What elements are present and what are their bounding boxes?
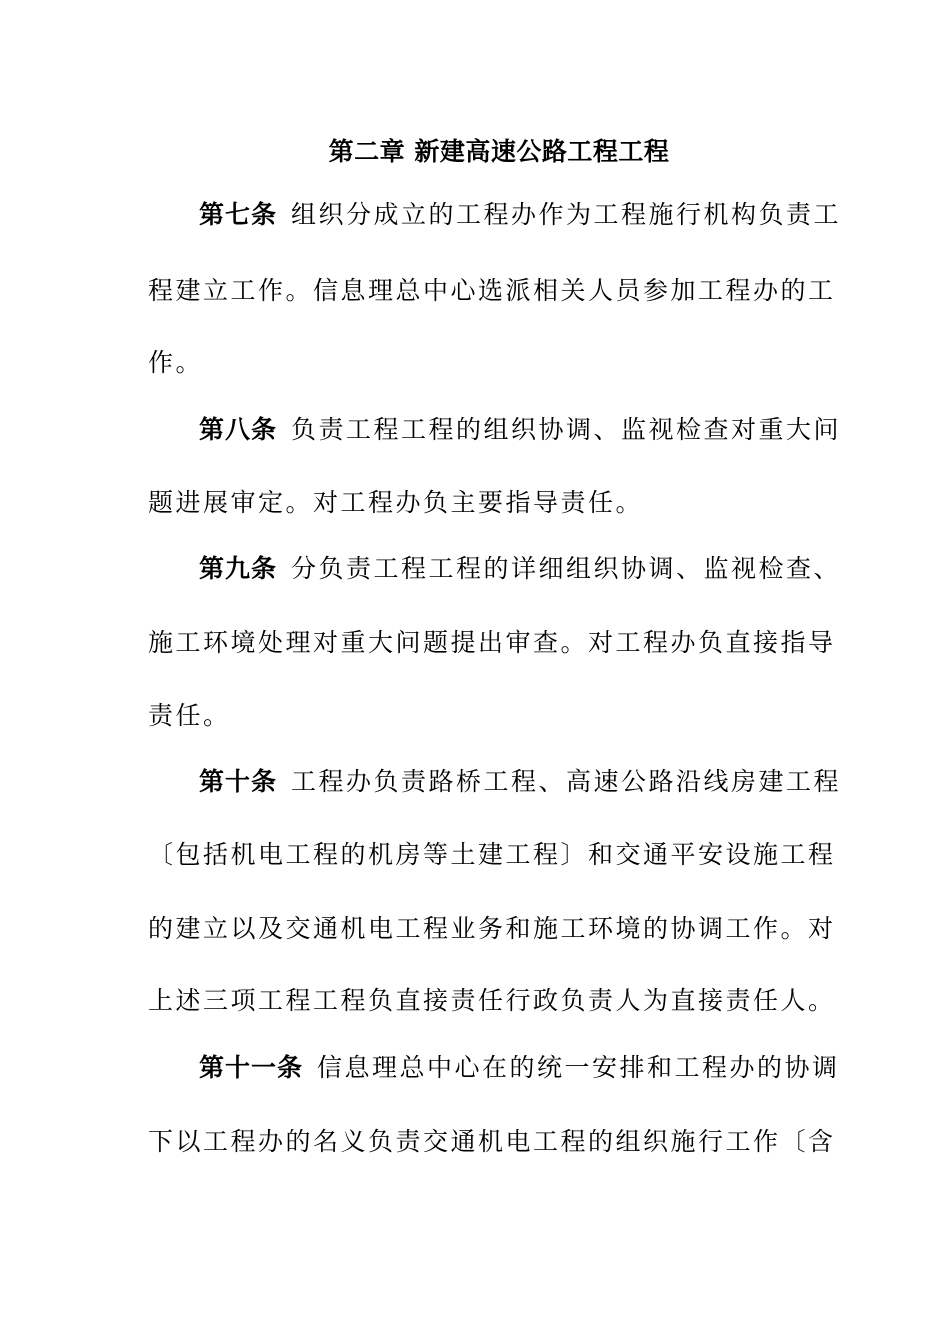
article-10-line-3: 的建立以及交通机电工程业务和施工环境的协调工作。对 xyxy=(148,914,836,943)
article-8-first-line xyxy=(199,412,859,448)
chapter-title: 第二章 新建高速公路工程工程 xyxy=(328,137,670,166)
article-11-first-line xyxy=(199,1050,859,1086)
article-10-line-4: 上述三项工程工程负直接责任行政负责人为直接责任人。 xyxy=(148,986,836,1015)
article-8-line-2: 题进展审定。对工程办负主要指导责任。 xyxy=(148,488,644,517)
article-7-text: 组织分成立的工程办作为工程施行机构负责工 xyxy=(291,200,842,229)
article-9-number: 第九条 xyxy=(199,554,278,583)
article-11-line-2: 下以工程办的名义负责交通机电工程的组织施行工作〔含 xyxy=(148,1127,836,1156)
article-8-text: 负责工程工程的组织协调、监视检查对重大问 xyxy=(291,415,842,444)
article-9-text: 分负责工程工程的详细组织协调、监视检查、 xyxy=(291,554,842,583)
article-11-number: 第十一条 xyxy=(199,1053,304,1082)
article-7-first-line xyxy=(199,197,859,233)
article-10-text: 工程办负责路桥工程、高速公路沿线房建工程 xyxy=(291,767,842,796)
article-7-line-2: 程建立工作。信息理总中心选派相关人员参加工程办的工 xyxy=(148,276,836,305)
article-7-number: 第七条 xyxy=(199,200,278,229)
article-9-line-2: 施工环境处理对重大问题提出审查。对工程办负直接指导 xyxy=(148,628,836,657)
article-9-line-3: 责任。 xyxy=(148,701,231,730)
article-7-line-3: 作。 xyxy=(148,348,204,377)
article-10-first-line xyxy=(199,764,859,800)
article-10-line-2: 〔包括机电工程的机房等土建工程〕和交通平安设施工程 xyxy=(148,840,836,869)
article-10-number: 第十条 xyxy=(199,767,278,796)
article-9-first-line xyxy=(199,551,859,587)
article-11-text: 信息理总中心在的统一安排和工程办的协调 xyxy=(317,1053,840,1082)
article-8-number: 第八条 xyxy=(199,415,278,444)
